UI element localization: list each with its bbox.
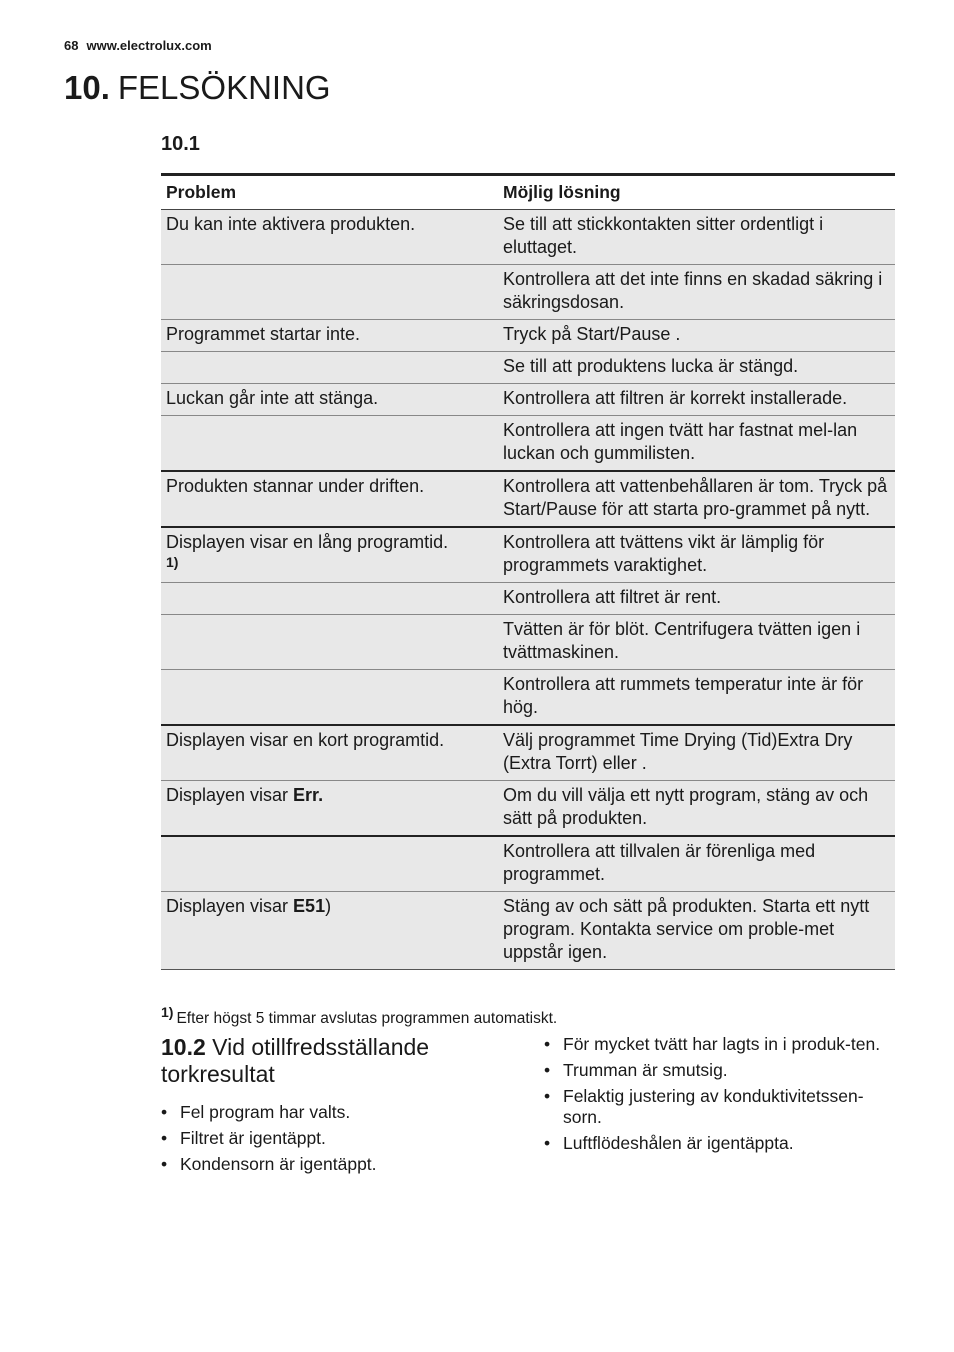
cause-list-right bbox=[544, 1034, 889, 1159]
problem-cell bbox=[161, 892, 498, 970]
problem-cell bbox=[161, 527, 498, 583]
solution-cell: Kontrollera att det inte finns en skadad säkring i säkringsdosan. bbox=[498, 265, 895, 320]
section-heading-10-1: 10.1 bbox=[161, 133, 200, 155]
table-header-row bbox=[161, 175, 895, 210]
table-row bbox=[161, 320, 895, 352]
solution-cell: Kontrollera att tillvalen är förenliga med programmet. bbox=[498, 836, 895, 892]
solution-cell: Tryck på Start/Pause . bbox=[498, 320, 895, 352]
solution-cell: Om du vill välja ett nytt program, stäng av och sätt på produkten. bbox=[498, 781, 895, 837]
error-code: E51 bbox=[293, 896, 326, 916]
problem-cell bbox=[161, 416, 498, 472]
list-item: • Filtret är igentäppt. bbox=[161, 1128, 501, 1149]
problem-cell: Programmet startar inte. bbox=[161, 320, 498, 352]
problem-cell: Produkten stannar under driften. bbox=[161, 471, 498, 527]
solution-cell: Kontrollera att filtret är rent. bbox=[498, 583, 895, 615]
table-footnote bbox=[161, 1004, 557, 1028]
table-row bbox=[161, 892, 895, 970]
problem-cell bbox=[161, 781, 498, 837]
problem-cell bbox=[161, 352, 498, 384]
section-title: Vid otillfredsställande torkresultat bbox=[161, 1034, 430, 1087]
table-row bbox=[161, 583, 895, 615]
troubleshooting-table bbox=[161, 173, 895, 970]
chapter-heading bbox=[64, 68, 331, 108]
problem-cell: Luckan går inte att stänga. bbox=[161, 384, 498, 416]
table-row bbox=[161, 836, 895, 892]
solution-cell: Kontrollera att filtren är korrekt installerade. bbox=[498, 384, 895, 416]
footnote-text: Efter högst 5 timmar avslutas programmen automatiskt. bbox=[176, 1010, 558, 1027]
problem-cell bbox=[161, 615, 498, 670]
solution-cell: Se till att produktens lucka är stängd. bbox=[498, 352, 895, 384]
problem-cell bbox=[161, 836, 498, 892]
problem-cell bbox=[161, 583, 498, 615]
column-header-problem: Problem bbox=[161, 175, 498, 210]
problem-cell bbox=[161, 265, 498, 320]
table-row bbox=[161, 352, 895, 384]
problem-text: Displayen visar bbox=[166, 896, 294, 916]
site-url: www.electrolux.com bbox=[86, 38, 212, 53]
solution-cell: Kontrollera att ingen tvätt har fastnat mel-lan luckan och gummilisten. bbox=[498, 416, 895, 472]
problem-text: Displayen visar en lång programtid. bbox=[166, 532, 449, 552]
list-item: • Trumman är smutsig. bbox=[544, 1060, 889, 1081]
table-row bbox=[161, 527, 895, 583]
solution-cell: Kontrollera att rummets temperatur inte är för hög. bbox=[498, 670, 895, 726]
list-item: • Fel program har valts. bbox=[161, 1102, 501, 1123]
list-item: • Kondensorn är igentäppt. bbox=[161, 1154, 501, 1175]
list-item: • Felaktig justering av konduktivitetssen-sorn. bbox=[544, 1086, 889, 1128]
table-row bbox=[161, 210, 895, 265]
chapter-title: FELSÖKNING bbox=[117, 69, 331, 106]
table-row bbox=[161, 471, 895, 527]
table-row bbox=[161, 725, 895, 781]
table-row bbox=[161, 265, 895, 320]
chapter-number: 10. bbox=[64, 69, 110, 106]
section-number: 10.2 bbox=[161, 1034, 206, 1060]
footnote-mark: 1) bbox=[161, 1004, 174, 1020]
table-row bbox=[161, 670, 895, 726]
solution-cell: Kontrollera att vattenbehållaren är tom. Tryck på Start/Pause för att starta pro-grammet på nytt. bbox=[498, 471, 895, 527]
table-row bbox=[161, 384, 895, 416]
column-header-solution: Möjlig lösning bbox=[498, 175, 895, 210]
problem-text: Displayen visar bbox=[166, 785, 294, 805]
section-heading-10-2 bbox=[161, 1034, 491, 1088]
problem-cell: Displayen visar en kort programtid. bbox=[161, 725, 498, 781]
table-row bbox=[161, 615, 895, 670]
error-code: Err. bbox=[293, 785, 324, 805]
solution-cell: Välj programmet Time Drying (Tid)Extra Dry (Extra Torrt) eller . bbox=[498, 725, 895, 781]
problem-cell bbox=[161, 670, 498, 726]
table-row bbox=[161, 781, 895, 837]
list-item: • För mycket tvätt har lagts in i produk-ten. bbox=[544, 1034, 889, 1055]
cause-list-left bbox=[161, 1102, 501, 1180]
problem-cell: Du kan inte aktivera produkten. bbox=[161, 210, 498, 265]
page-header bbox=[64, 38, 212, 53]
list-item: • Luftflödeshålen är igentäppta. bbox=[544, 1133, 889, 1154]
problem-suffix: ) bbox=[325, 896, 332, 916]
solution-cell: Kontrollera att tvättens vikt är lämplig för programmets varaktighet. bbox=[498, 527, 895, 583]
solution-cell: Stäng av och sätt på produkten. Starta ett nytt program. Kontakta service om proble-met uppstår igen. bbox=[498, 892, 895, 970]
footnote-reference: 1) bbox=[166, 554, 179, 570]
page-number: 68 bbox=[64, 38, 79, 53]
table-row bbox=[161, 416, 895, 472]
solution-cell: Tvätten är för blöt. Centrifugera tvätten igen i tvättmaskinen. bbox=[498, 615, 895, 670]
solution-cell: Se till att stickkontakten sitter ordentligt i eluttaget. bbox=[498, 210, 895, 265]
